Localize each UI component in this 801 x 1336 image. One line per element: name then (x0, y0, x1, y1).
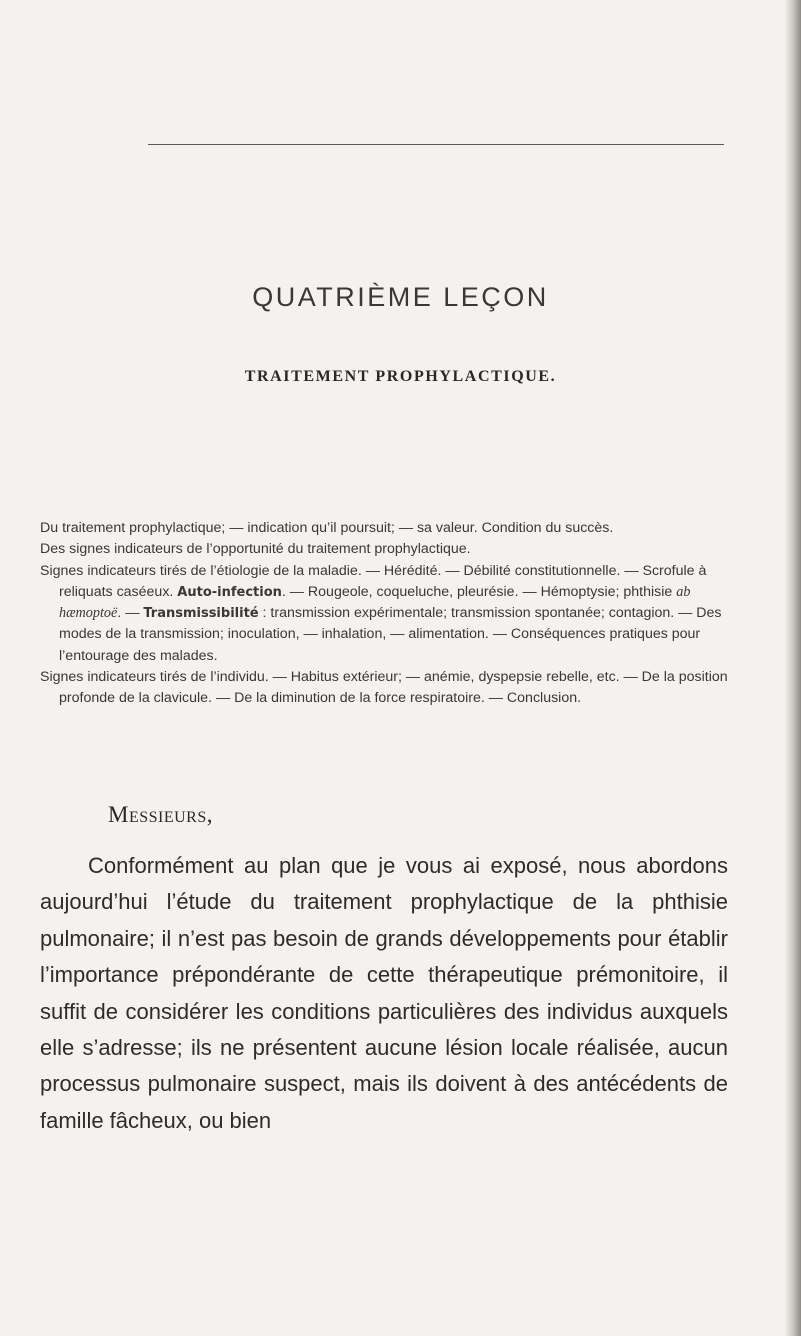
summary-italic-term: ab hæmoptoë (59, 583, 691, 622)
summary-paragraph: Du traitement prophylactique; — indication qu’il poursuit; — sa valeur. Condition du succès. (40, 520, 614, 536)
chapter-title: QUATRIÈME LEÇON (252, 282, 549, 312)
salutation: Messieurs, (108, 802, 213, 827)
page-edge-shadow (785, 0, 801, 1336)
summary-paragraph (40, 561, 736, 667)
body-paragraph: Conformément au plan que je vous ai exposé, nous abordons aujourd’hui l’étude du traitement prophylactique de la phthisie pulmonaire; il n’est pas besoin de grands développements pour établir l’importance prépondérante de cette thérapeutique prémonitoire, il suffit de considérer les conditions particulières des individus auxquels elle s’adresse; ils ne présentent aucune lésion locale réalisée, aucun processus pulmonaire suspect, mais ils doivent à des antécédents de famille fâcheux, ou bien (40, 853, 728, 1133)
chapter-summary (40, 518, 736, 710)
summary-paragraph: Signes indicateurs tirés de l’individu. — Habitus extérieur; — anémie, dyspepsie rebelle, etc. — De la position profonde de la clavicule. — De la diminution de la force respiratoire. — Conclusion. (40, 669, 728, 707)
summary-text: Signes indicateurs tirés de l’étiologie de la maladie. — Hérédité. — Débilité constitutionnelle. — Scrofule à reliquats caséeux. (40, 562, 707, 600)
summary-keyword: Transmissibilité (143, 606, 259, 622)
header-rule (148, 144, 724, 145)
summary-text: . — Rougeole, coqueluche, pleurésie. — Hémoptysie; phthisie (281, 583, 677, 600)
summary-paragraph: Des signes indicateurs de l’opportunité du traitement prophylactique. (40, 541, 471, 558)
summary-keyword: Auto-infection (177, 584, 282, 600)
summary-text: : transmission expérimentale; transmission spontanée; contagion. — Des modes de la transmission; inoculation, — inhalation, — alimentation. — Conséquences pratiques pour l’entourage des malades. (59, 605, 722, 664)
summary-text: . — (117, 605, 144, 622)
chapter-subtitle: TRAITEMENT PROPHYLACTIQUE. (244, 368, 557, 385)
